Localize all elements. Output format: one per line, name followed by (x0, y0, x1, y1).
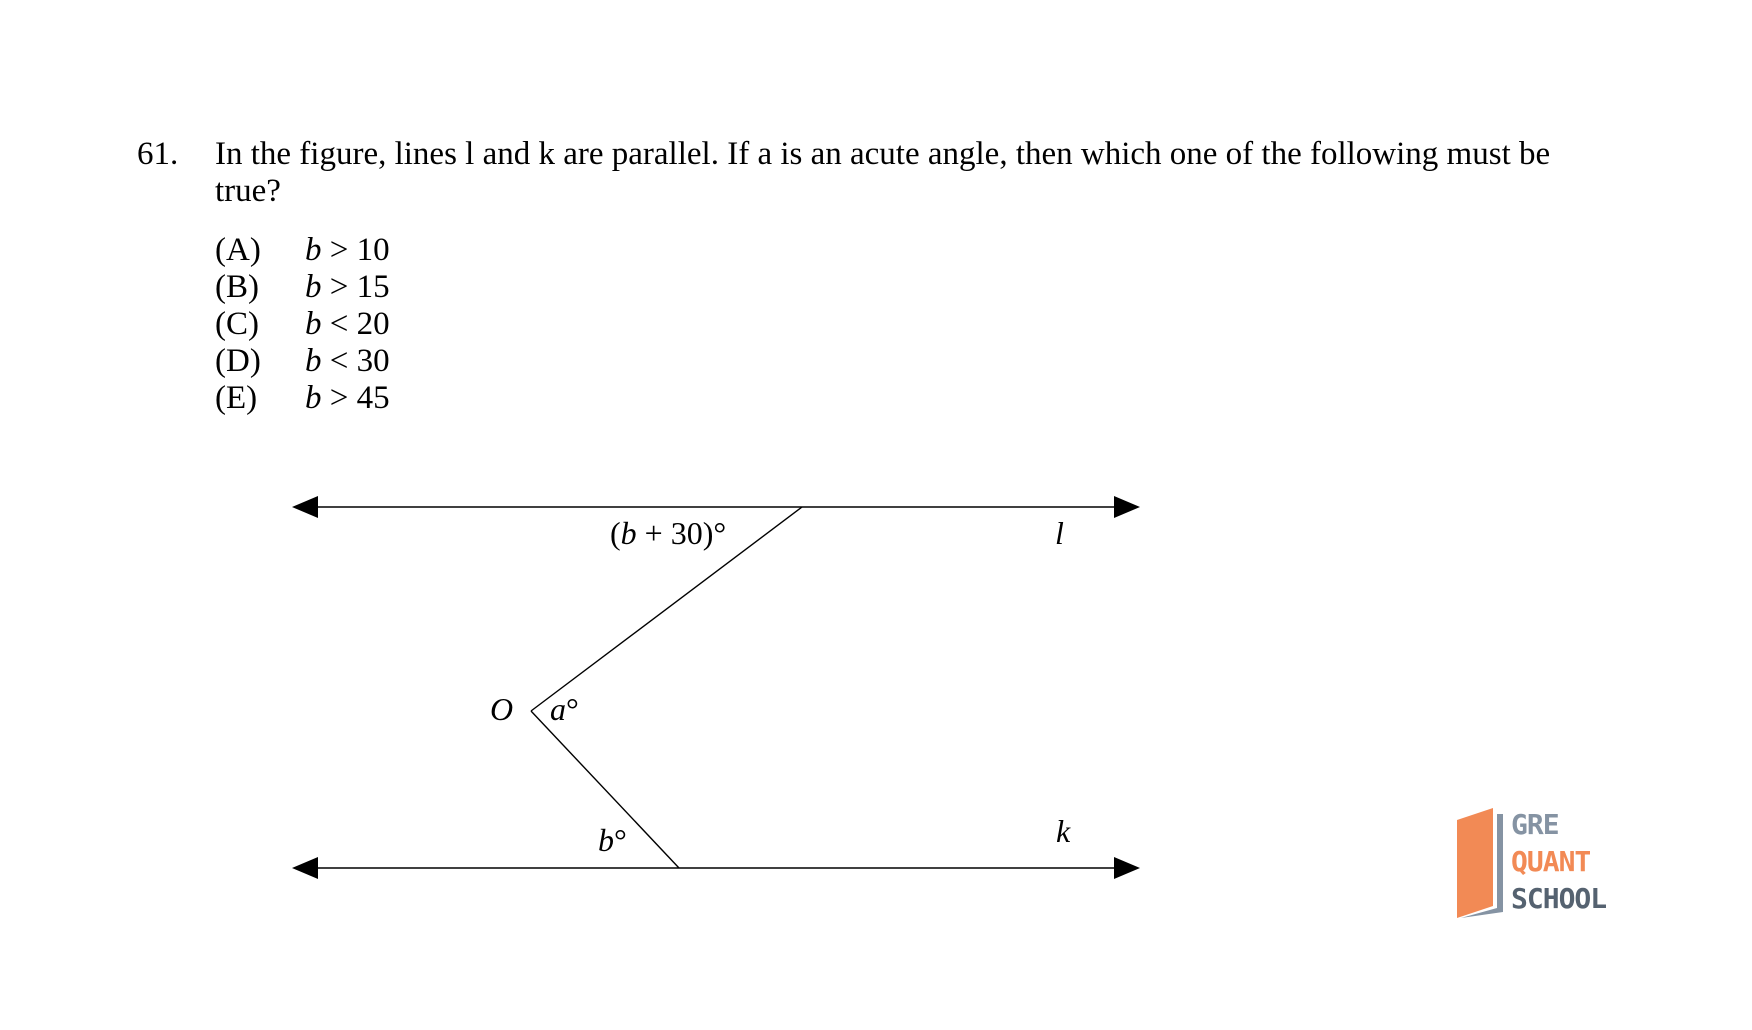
label-line-l: l (1055, 515, 1064, 551)
label-top-angle: (b + 30)° (610, 515, 727, 551)
logo-line-quant: QUANT (1511, 845, 1591, 878)
gre-quant-school-logo (1455, 806, 1625, 918)
logo-text (1511, 806, 1606, 917)
choice-letter: (E) (215, 380, 258, 416)
choice-letter: (D) (215, 343, 261, 379)
line-k-right-arrow (1114, 857, 1140, 879)
label-line-k: k (1056, 813, 1071, 849)
book-icon (1455, 806, 1511, 918)
label-angle-b: b° (598, 822, 627, 858)
choice-expression: b > 45 (305, 380, 390, 416)
line-l-left-arrow (292, 496, 318, 518)
choice-expression: b < 20 (305, 306, 390, 342)
choice-expression: b > 15 (305, 269, 390, 305)
logo-line-school: SCHOOL (1511, 882, 1607, 915)
choice-letter: (C) (215, 306, 259, 342)
choice-expression: b < 30 (305, 343, 390, 379)
logo-line-gre: GRE (1511, 808, 1559, 841)
line-l-right-arrow (1114, 496, 1140, 518)
question-text: In the figure, lines l and k are parallel. If a is an acute angle, then which one of the following must be true? (215, 136, 1551, 209)
choice-letter: (B) (215, 269, 259, 305)
question-number: 61. (137, 136, 179, 172)
label-angle-a: a° (550, 691, 579, 727)
label-vertex: O (490, 691, 514, 727)
choice-expression: b > 10 (305, 232, 390, 268)
choice-letter: (A) (215, 232, 261, 268)
line-k-left-arrow (292, 857, 318, 879)
